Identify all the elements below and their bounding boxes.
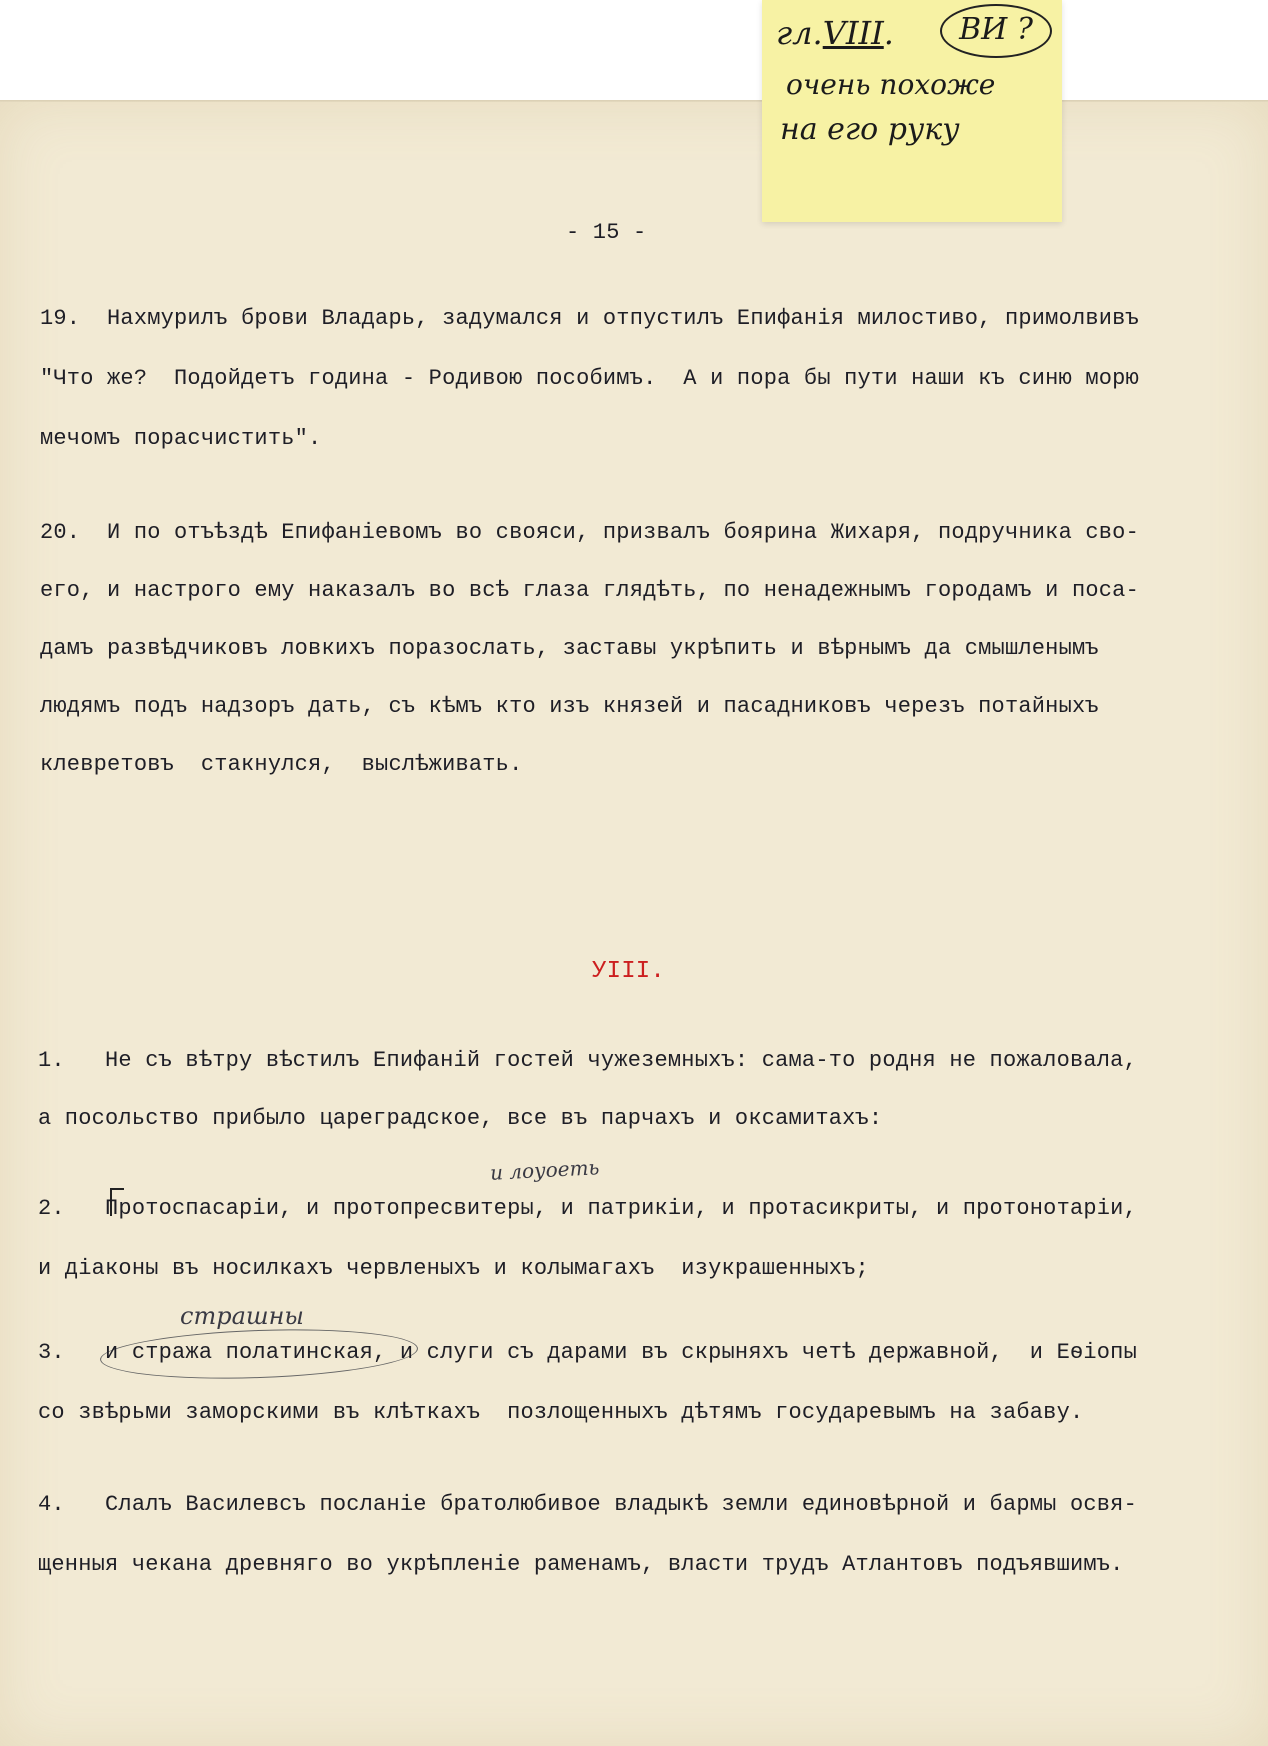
paragraph-19-line-1: 19. Нахмурилъ брови Владарь, задумался и отпустилъ Епифанія милостиво, примолвивъ <box>40 306 1139 331</box>
paragraph-20-line-3: дамъ развѣдчиковъ ловкихъ поразослать, заставы укрѣпить и вѣрнымъ да смышленымъ <box>40 636 1099 661</box>
chapter-para-2-line-1: 2. Протоспасаріи, и протопресвитеры, и патрикіи, и протасикриты, и протонотаріи, <box>38 1196 1137 1221</box>
chapter-para-4-line-2: щенныя чекана древняго во укрѣпленіе раменамъ, власти трудъ Атлантовъ подъявшимъ. <box>38 1552 1124 1577</box>
chapter-para-4-line-1: 4. Слалъ Василевсъ посланіе братолюбивое владыкѣ земли единовѣрной и бармы освя- <box>38 1492 1137 1517</box>
paragraph-20-line-5: клевретовъ стакнулся, выслѣживать. <box>40 752 523 777</box>
paragraph-20-line-1: 20. И по отъѣздѣ Епифаніевомъ во свояси, призвалъ боярина Жихаря, подручника сво- <box>40 520 1139 545</box>
handwritten-insert-above-para-2: и лоуоеть <box>489 1155 600 1185</box>
scan-background-top <box>0 0 1268 102</box>
chapter-para-1-line-1: 1. Не съ вѣтру вѣстилъ Епифаній гостей чужеземныхъ: сама-то родня не пожаловала, <box>38 1048 1137 1073</box>
chapter-para-2-line-2: и діаконы въ носилкахъ червленыхъ и колымагахъ изукрашенныхъ; <box>38 1256 869 1281</box>
sticky-note-line-3: на его руку <box>780 112 960 147</box>
paragraph-19-line-3: мечомъ порасчистить". <box>40 426 322 451</box>
chapter-heading: УIII. <box>592 958 666 985</box>
paragraph-20-line-2: его, и настрого ему наказалъ во всѣ глаза глядѣть, по ненадежнымъ городамъ и поса- <box>40 578 1139 603</box>
sticky-circled-initials: ВИ ? <box>940 4 1052 58</box>
page-number: - 15 - <box>566 220 647 245</box>
paragraph-19-line-2: "Что же? Подойдетъ година - Родивою пособимъ. А и пора бы пути наши къ синю морю <box>40 366 1139 391</box>
handwritten-insert-above-para-3: страшны <box>180 1302 304 1330</box>
sticky-note-line-1: гл.VIII. <box>776 14 894 52</box>
chapter-para-3-line-1: 3. и стража полатинская, и слуги съ дарами въ скрыняхъ четѣ державной, и Еѳіопы <box>38 1340 1137 1365</box>
sticky-chapter-roman: VIII <box>822 14 884 52</box>
paragraph-20-line-4: людямъ подъ надзоръ дать, съ кѣмъ кто изъ князей и пасадниковъ черезъ потайныхъ <box>40 694 1099 719</box>
sticky-chapter-prefix: гл. <box>776 14 823 52</box>
chapter-para-3-line-2: со звѣрьми заморскими въ клѣткахъ позлощенныхъ дѣтямъ государевымъ на забаву. <box>38 1400 1084 1425</box>
sticky-note-line-2: очень похоже <box>786 68 996 101</box>
chapter-para-1-line-2: а посольство прибыло цареградское, все въ парчахъ и оксамитахъ: <box>38 1106 883 1131</box>
sticky-note <box>762 0 1062 222</box>
